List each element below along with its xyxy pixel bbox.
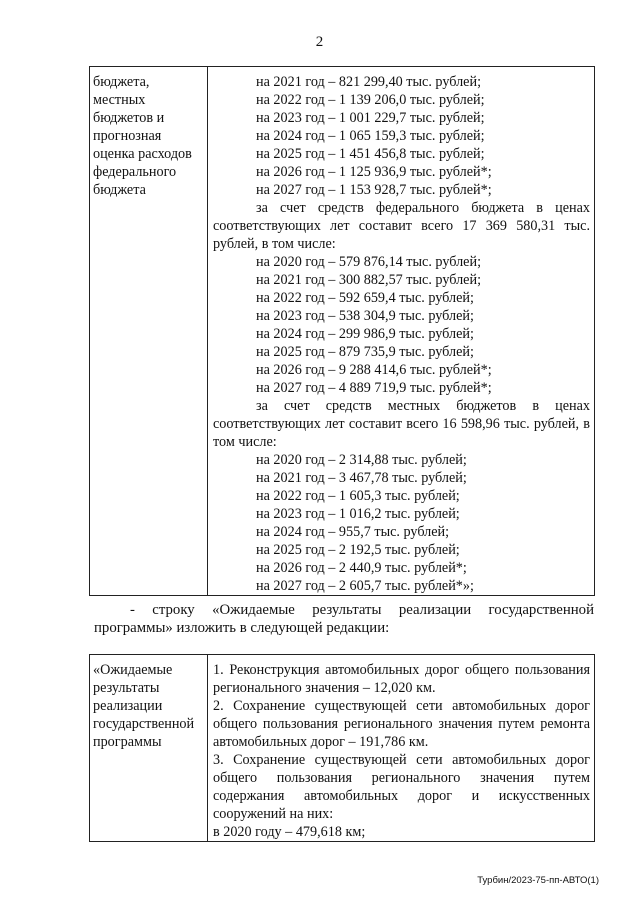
federal-year-line: на 2027 год – 4 889 719,9 тыс. рублей*; [256, 380, 492, 396]
label-line: оценка расходов [93, 146, 192, 162]
label-line: федерального [93, 164, 177, 180]
local-year-line: на 2021 год – 3 467,78 тыс. рублей; [256, 470, 467, 486]
federal-year-line: на 2024 год – 299 986,9 тыс. рублей; [256, 326, 474, 342]
federal-budget-intro: за счет средств федерального бюджета в ценах соответствующих лет составит всего 17 369 580,31 тыс. рублей, в том числе: [213, 200, 590, 252]
total-year-line: на 2021 год – 821 299,40 тыс. рублей; [256, 74, 482, 90]
results-label-cell [90, 655, 208, 842]
amendment-line: программы» изложить в следующей редакции: [94, 620, 390, 636]
result-item: 3. Сохранение существующей сети автомобильных дорог общего пользования регионального значения путем содержания автомобильных дорог и искусственных сооружений на них: [213, 752, 590, 822]
result-item: 2. Сохранение существующей сети автомобильных дорог общего пользования регионального значения путем ремонта автомобильных дорог – 191,786 км. [213, 698, 590, 750]
label-line: государственной [93, 716, 195, 732]
expected-results-table [89, 654, 595, 842]
local-year-line: на 2023 год – 1 016,2 тыс. рублей; [256, 506, 460, 522]
label-line: прогнозная [93, 128, 162, 144]
total-year-line: на 2023 год – 1 001 229,7 тыс. рублей; [256, 110, 485, 126]
total-year-line: на 2025 год – 1 451 456,8 тыс. рублей; [256, 146, 485, 162]
results-values-cell [208, 655, 595, 842]
page-number: 2 [315, 34, 324, 50]
local-year-line: на 2024 год – 955,7 тыс. рублей; [256, 524, 450, 540]
result-year-line: в 2020 году – 479,618 км; [213, 824, 366, 840]
federal-year-line: на 2026 год – 9 288 414,6 тыс. рублей*; [256, 362, 492, 378]
label-line: программы [93, 734, 162, 750]
local-budget-intro: за счет средств местных бюджетов в ценах соответствующих лет составит всего 16 598,96 тыс. рублей, в том числе: [213, 398, 590, 450]
financing-label-cell [90, 67, 208, 596]
financing-values-cell [208, 67, 595, 596]
result-item: 1. Реконструкция автомобильных дорог общего пользования регионального значения – 12,020 км. [213, 662, 590, 696]
amendment-line: - строку «Ожидаемые результаты реализации государственной [130, 602, 594, 618]
financing-table [89, 66, 595, 596]
total-year-line: на 2024 год – 1 065 159,3 тыс. рублей; [256, 128, 485, 144]
local-year-line: на 2022 год – 1 605,3 тыс. рублей; [256, 488, 460, 504]
label-line: бюджетов и [93, 110, 165, 126]
label-line: «Ожидаемые [93, 662, 173, 678]
label-line: реализации [93, 698, 163, 714]
amendment-paragraph [94, 601, 594, 637]
label-line: бюджета, [93, 74, 150, 90]
federal-year-line: на 2020 год – 579 876,14 тыс. рублей; [256, 254, 482, 270]
total-year-line: на 2026 год – 1 125 936,9 тыс. рублей*; [256, 164, 492, 180]
local-year-line: на 2027 год – 2 605,7 тыс. рублей*»; [256, 578, 474, 594]
label-line: результаты [93, 680, 160, 696]
document-code: Турбин/2023-75-пп-АВТО(1) [477, 875, 599, 886]
federal-year-line: на 2021 год – 300 882,57 тыс. рублей; [256, 272, 482, 288]
total-year-line: на 2022 год – 1 139 206,0 тыс. рублей; [256, 92, 485, 108]
federal-year-line: на 2022 год – 592 659,4 тыс. рублей; [256, 290, 474, 306]
federal-year-line: на 2023 год – 538 304,9 тыс. рублей; [256, 308, 474, 324]
local-year-line: на 2020 год – 2 314,88 тыс. рублей; [256, 452, 467, 468]
label-line: бюджета [93, 182, 146, 198]
federal-year-line: на 2025 год – 879 735,9 тыс. рублей; [256, 344, 474, 360]
local-year-line: на 2025 год – 2 192,5 тыс. рублей; [256, 542, 460, 558]
total-year-line: на 2027 год – 1 153 928,7 тыс. рублей*; [256, 182, 492, 198]
label-line: местных [93, 92, 146, 108]
local-year-line: на 2026 год – 2 440,9 тыс. рублей*; [256, 560, 467, 576]
